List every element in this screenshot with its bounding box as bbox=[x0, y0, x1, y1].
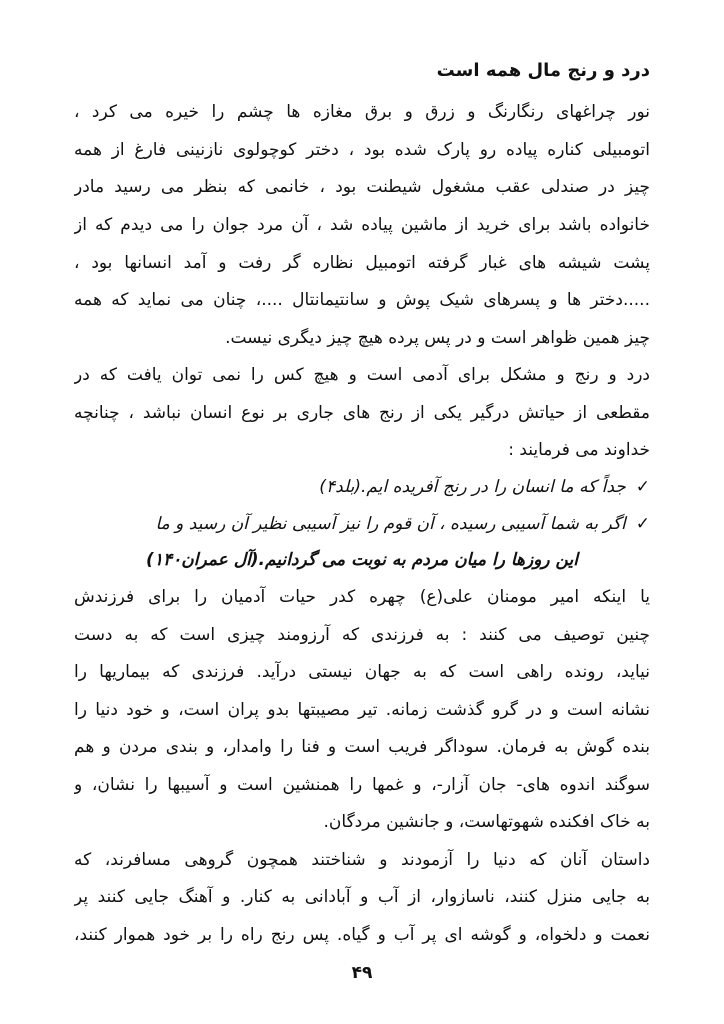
paragraph-line: .....دختر ها و پسرهای شیک پوش و سانتیمانتال ....، چنان می نماید که همه bbox=[74, 290, 650, 310]
paragraph-line: نعمت و دلخواه، و گوشه ای پر آب و گیاه. پس رنج راه را بر خود هموار کنند، bbox=[74, 925, 650, 945]
paragraph-line: نیاید، رونده راهی است که به جهان نیستی درآید. فرزندی که بیماریها را bbox=[74, 662, 650, 682]
paragraph-line: خداوند می فرمایند : bbox=[508, 440, 650, 460]
paragraph-line: چیز در صندلی عقب مشغول شیطنت بود ، خانمی که بنظر می رسید مادر bbox=[74, 177, 650, 197]
paragraph-line: یا اینکه امیر مومنان علی(ع) چهره کدر حیات آدمیان را برای فرزندش bbox=[74, 587, 650, 607]
paragraph-line: بنده گوش به فرمان. سوداگر فریب است و فنا را وامدار، و بندی مردن و هم bbox=[74, 737, 650, 757]
quote-line bbox=[74, 510, 650, 540]
quote-line-bold: این روزها را میان مردم به نوبت می گردانیم.(آل عمران۱۴۰) bbox=[146, 550, 578, 570]
paragraph-line: خانواده باشد برای خرید از ماشین پیاده شد ، آن مرد جوان را می دیدم که از bbox=[74, 215, 650, 235]
paragraph-line: چنین توصیف می کنند : به فرزندی که آرزومند چیزی است که به دست bbox=[74, 625, 650, 645]
paragraph-line: چیز همین ظواهر است و در پس پرده هیچ چیز دیگری نیست. bbox=[225, 328, 650, 348]
check-icon: ✓ bbox=[635, 514, 650, 534]
quote-text: جداً که ما انسان را در رنج آفریده ایم.(بلد۴) bbox=[319, 477, 626, 497]
section-heading: درد و رنج مال همه است bbox=[436, 60, 650, 81]
quote-text: اگر به شما آسیبی رسیده ، آن قوم را نیز آسیبی نظیر آن رسید و ما bbox=[155, 514, 626, 534]
paragraph-line: نشانه است و در گرو گذشت زمانه. تیر مصیبتها بدو پران است، و خود دنیا را bbox=[74, 700, 650, 720]
paragraph-line: نور چراغهای رنگارنگ و زرق و برق مغازه ها چشم را خیره می کرد ، bbox=[74, 102, 650, 122]
paragraph-line: داستان آنان که دنیا را آزمودند و شناختند همچون گروهی مسافرند، که bbox=[74, 850, 650, 870]
paragraph-line: درد و رنج و مشکل برای آدمی است و هیچ کس را نمی توان یافت که در bbox=[74, 365, 650, 385]
paragraph-line: مقطعی از حیاتش درگیر یکی از رنج های جاری بر نوع انسان نباشد ، چنانچه bbox=[74, 403, 650, 423]
paragraph-line: اتومبیلی کناره پیاده رو پارک شده بود ، دختر کوچولوی نازنینی فارغ از همه bbox=[74, 140, 650, 160]
check-icon: ✓ bbox=[635, 477, 650, 497]
paragraph-line: به خاک افکنده شهوتهاست، و جانشین مردگان. bbox=[323, 812, 650, 832]
quote-line bbox=[74, 473, 650, 503]
paragraph-line: سوگند اندوه های- جان آزار-، و غمها را همنشین است و آسیبها را نشان، و bbox=[74, 775, 650, 795]
paragraph-line: پشت شیشه های غبار گرفته اتومبیل نظاره گر رفت و آمد انسانها بود ، bbox=[74, 253, 650, 273]
paragraph-line: به جایی منزل کنند، ناسازوار، از آب و آبادانی به کنار. و آهنگ جایی کنند پر bbox=[74, 887, 650, 907]
page-number: ۴۹ bbox=[351, 963, 373, 983]
